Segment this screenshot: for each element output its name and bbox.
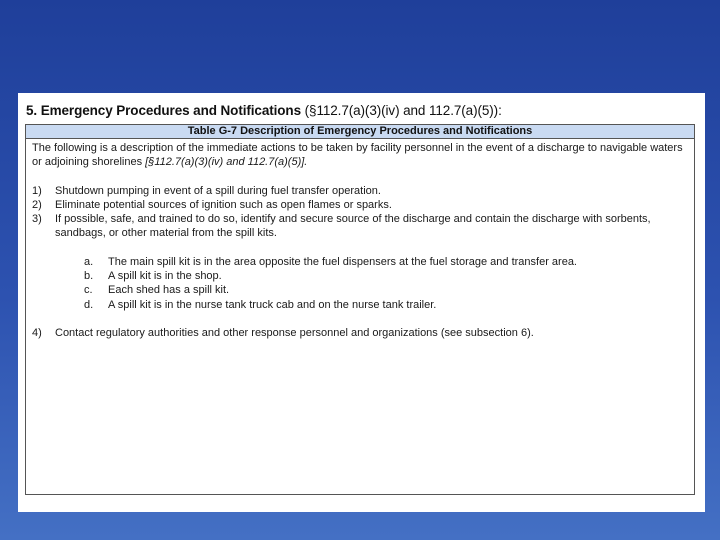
sub-item-text: A spill kit is in the shop. (108, 270, 222, 283)
list-item (32, 326, 694, 340)
step-text: Eliminate potential sources of ignition such as open flames or sparks. (55, 198, 392, 211)
document-page (18, 93, 705, 512)
section-heading (26, 103, 502, 118)
sub-item-letter: c. (84, 284, 93, 297)
list-item (32, 255, 694, 269)
step-number: 4) (32, 326, 42, 339)
sub-item-letter: d. (84, 298, 94, 311)
list-item (32, 198, 694, 212)
spill-kit-list (32, 255, 694, 312)
step-text: Shutdown pumping in event of a spill during fuel transfer operation. (55, 184, 381, 197)
step-number: 2) (32, 198, 42, 211)
step-number: 3) (32, 213, 42, 226)
section-title: 5. Emergency Procedures and Notifications (26, 103, 301, 118)
section-reference: (§112.7(a)(3)(iv) and 112.7(a)(5)): (304, 103, 502, 118)
intro-paragraph (32, 141, 694, 170)
sub-item-letter: b. (84, 270, 94, 283)
list-item (32, 184, 694, 198)
step-text: If possible, safe, and trained to do so, identify and secure source of the discharge and contain the discharge with sorbents, sandbags, or other material from the spill kits. (55, 213, 651, 240)
list-item (32, 212, 694, 241)
table-body (26, 139, 694, 340)
steps-list (32, 184, 694, 241)
list-item (32, 269, 694, 283)
procedures-table (25, 124, 695, 495)
table-header: Table G-7 Description of Emergency Procedures and Notifications (26, 125, 694, 139)
sub-item-text: Each shed has a spill kit. (108, 284, 230, 297)
sub-item-text: A spill kit is in the nurse tank truck cab and on the nurse tank trailer. (108, 298, 437, 311)
list-item (32, 298, 694, 312)
step-number: 1) (32, 184, 42, 197)
intro-text: The following is a description of the immediate actions to be taken by facility personnel in the event of a discharge to navigable waters or adjoining shorelines (32, 142, 683, 169)
intro-citation: [§112.7(a)(3)(iv) and 112.7(a)(5)]. (145, 156, 308, 169)
sub-item-letter: a. (84, 255, 94, 268)
step-text: Contact regulatory authorities and other response personnel and organizations (see subsection 6). (55, 326, 534, 339)
sub-item-text: The main spill kit is in the area opposite the fuel dispensers at the fuel storage and transfer area. (108, 255, 577, 268)
list-item (32, 283, 694, 297)
